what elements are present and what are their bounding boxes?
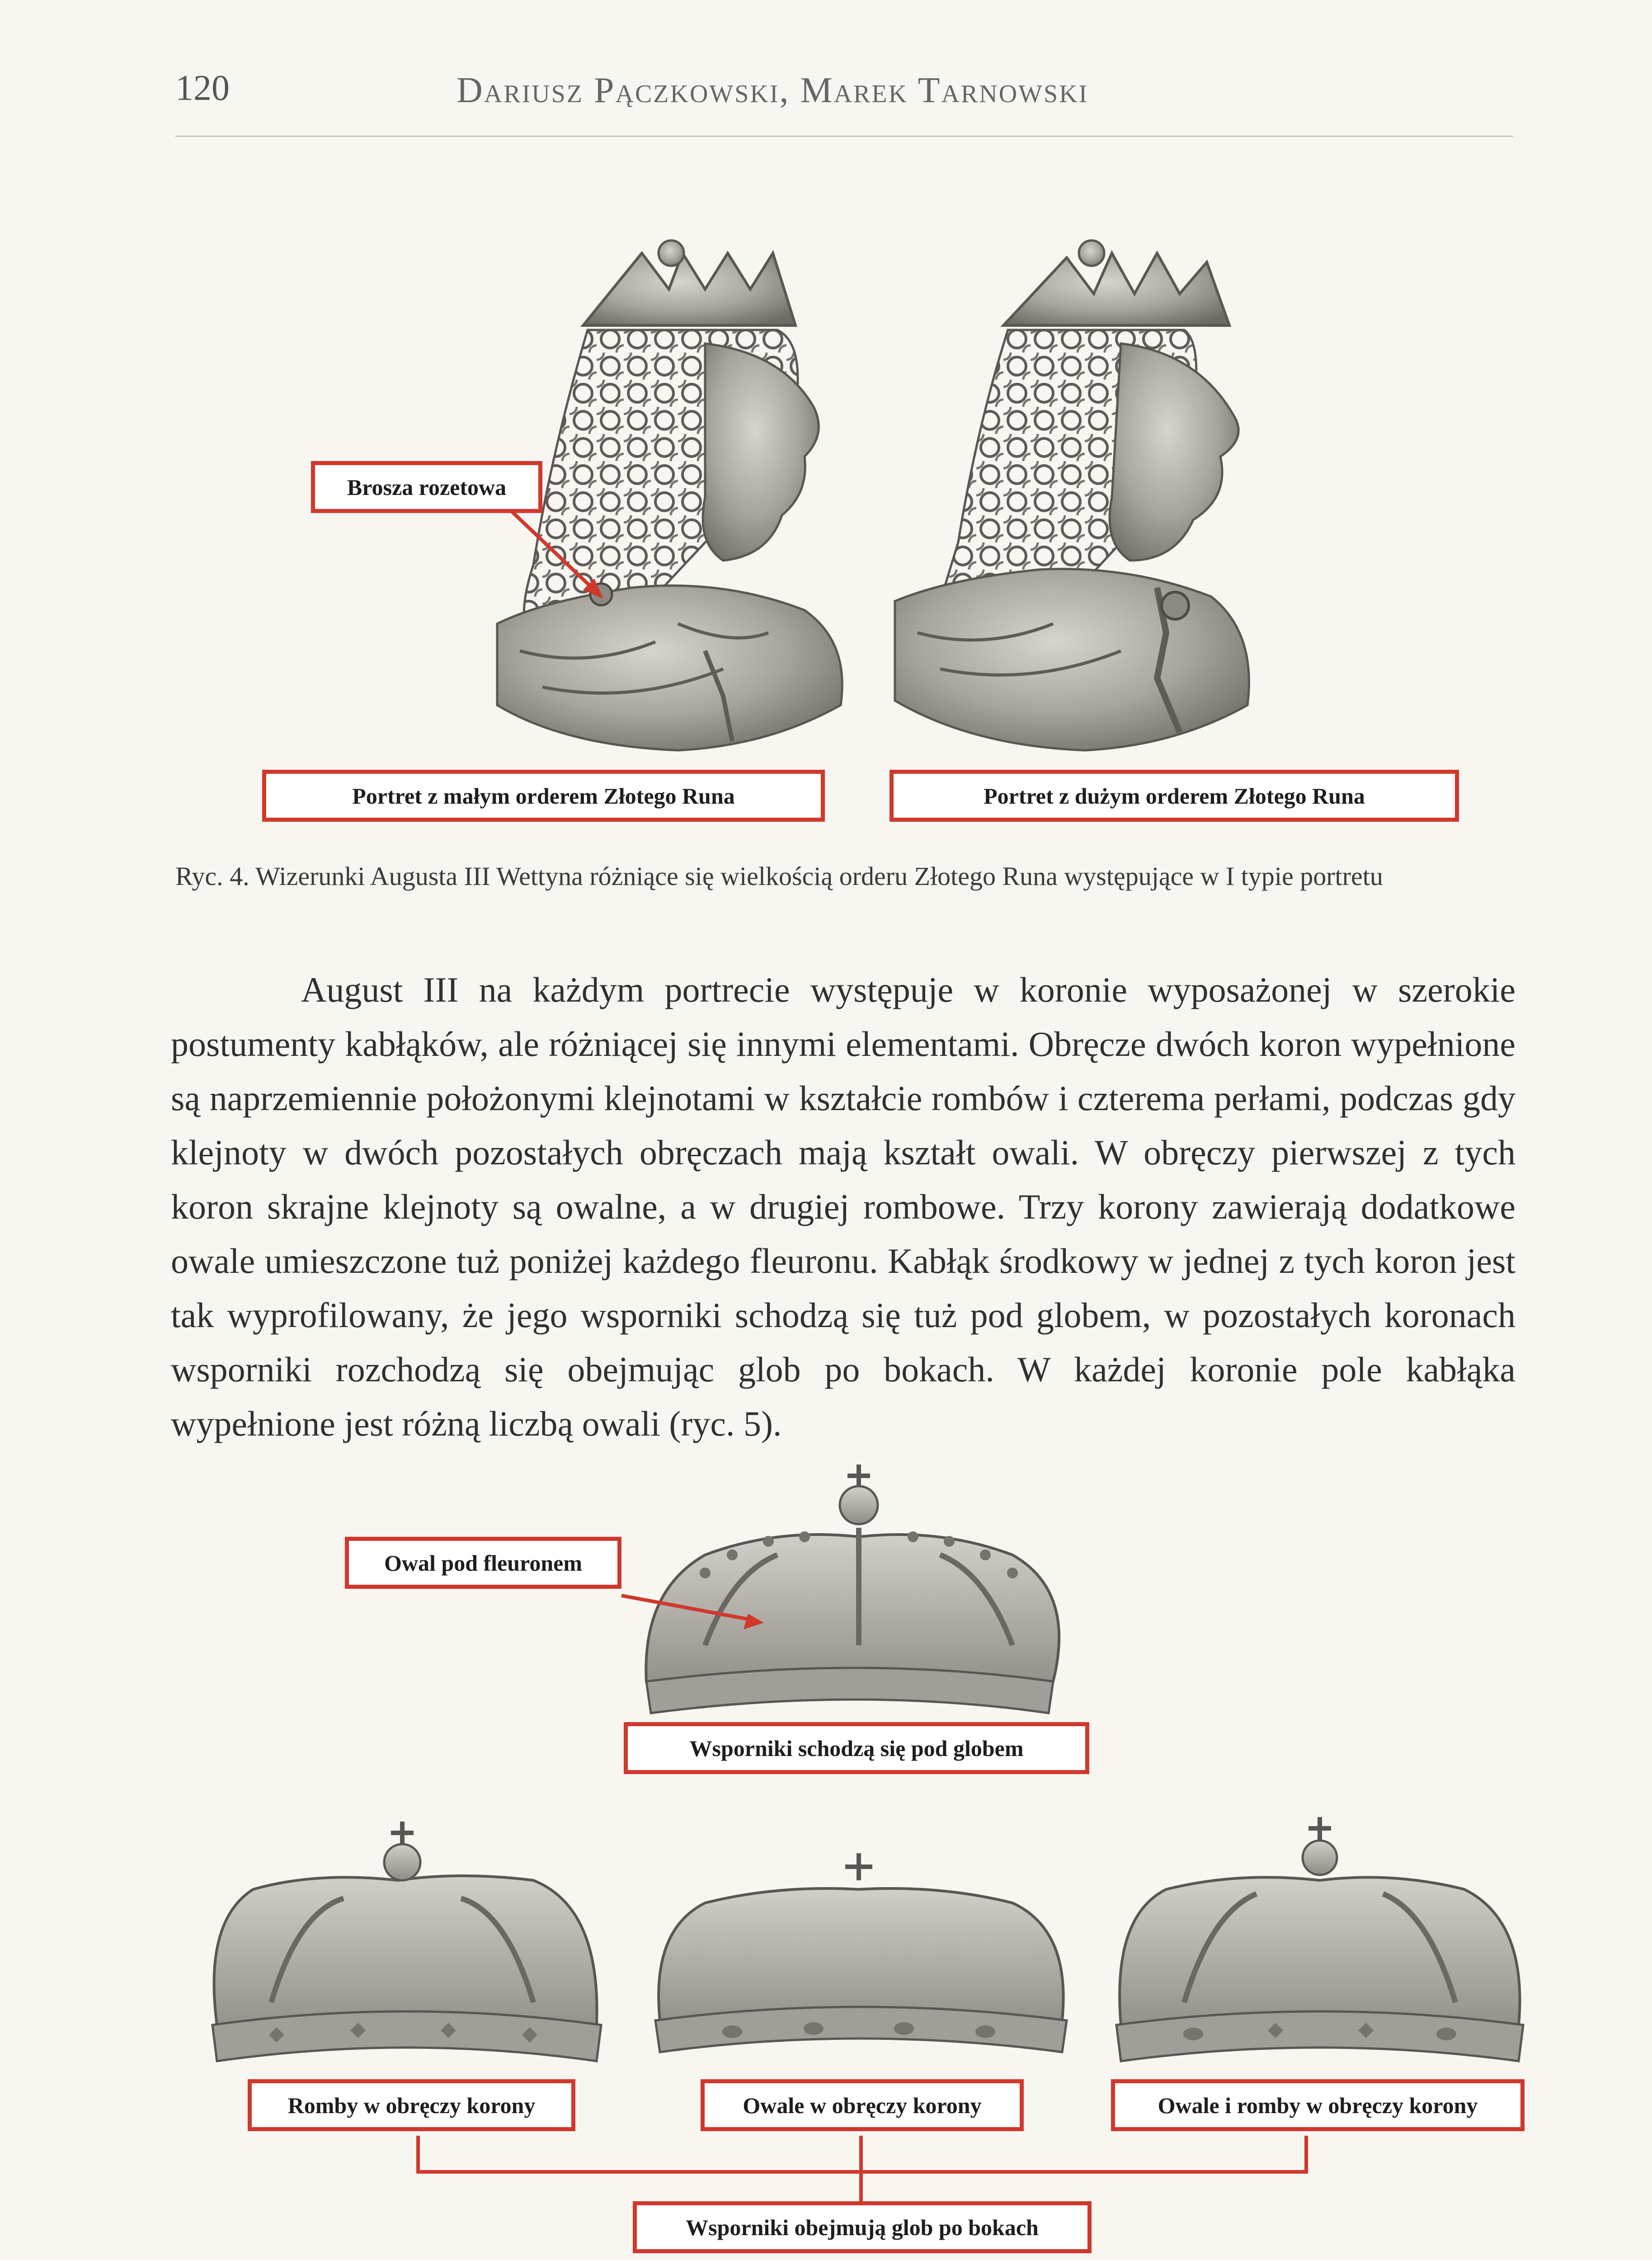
running-header-authors: Dariusz Pączkowski, Marek Tarnowski — [457, 71, 1089, 110]
label-brosza-rozetowa: Brosza rozetowa — [311, 461, 542, 513]
crown-rhombs-icon — [212, 1822, 601, 2061]
page-number: 120 — [175, 68, 230, 108]
label-wsporniki-obejmuja: Wsporniki obejmują glob po bokach — [633, 2201, 1092, 2253]
crown-ovals-icon — [655, 1853, 1067, 2052]
label-small-order: Portret z małym orderem Złotego Runa — [262, 770, 825, 822]
label-owal-pod-fleuronem: Owal pod fleuronem — [345, 1537, 621, 1589]
figure4-caption: Ryc. 4. Wizerunki Augusta III Wettyna różniące się wielkością orderu Złotego Runa występujące w I typie portretu — [175, 862, 1383, 891]
body-paragraph: August III na każdym portrecie występuje w koronie wyposażonej w szerokie postumenty kabłąków, ale różniącej się innymi elementami. Obręcze dwóch koron wypełnione są naprzemiennie położonymi klejnotami w kształcie rombów i czterema perłami, podczas gdy klejnoty w dwóch pozostałych obręczach mają kształt owali. W obręczy pierwszej z tych koron skrajne klejnoty są owalne, a w drugiej rombowe. Trzy korony zawierają dodatkowe owale umieszczone tuż poniżej każdego fleuronu. Kabłąk środkowy w jednej z tych koron jest tak wyprofilowany, że jego wsporniki schodzą się tuż pod globem, w pozostałych koronach wsporniki rozchodzą się obejmując glob po bokach. W każdej koronie pole kabłąka wypełnione jest różną liczbą owali (ryc. 5). — [171, 970, 1516, 1443]
label-owale-i-romby: Owale i romby w obręczy korony — [1111, 2079, 1525, 2131]
label-large-order: Portret z dużym orderem Złotego Runa — [890, 770, 1459, 822]
label-owale: Owale w obręczy korony — [701, 2079, 1024, 2131]
label-romby: Romby w obręczy korony — [248, 2079, 575, 2131]
crown-converging-icon — [646, 1464, 1059, 1713]
crown-ovals-rhombs-icon — [1116, 1817, 1523, 2061]
label-wsporniki-schodza: Wsporniki schodzą się pod globem — [624, 1722, 1089, 1774]
